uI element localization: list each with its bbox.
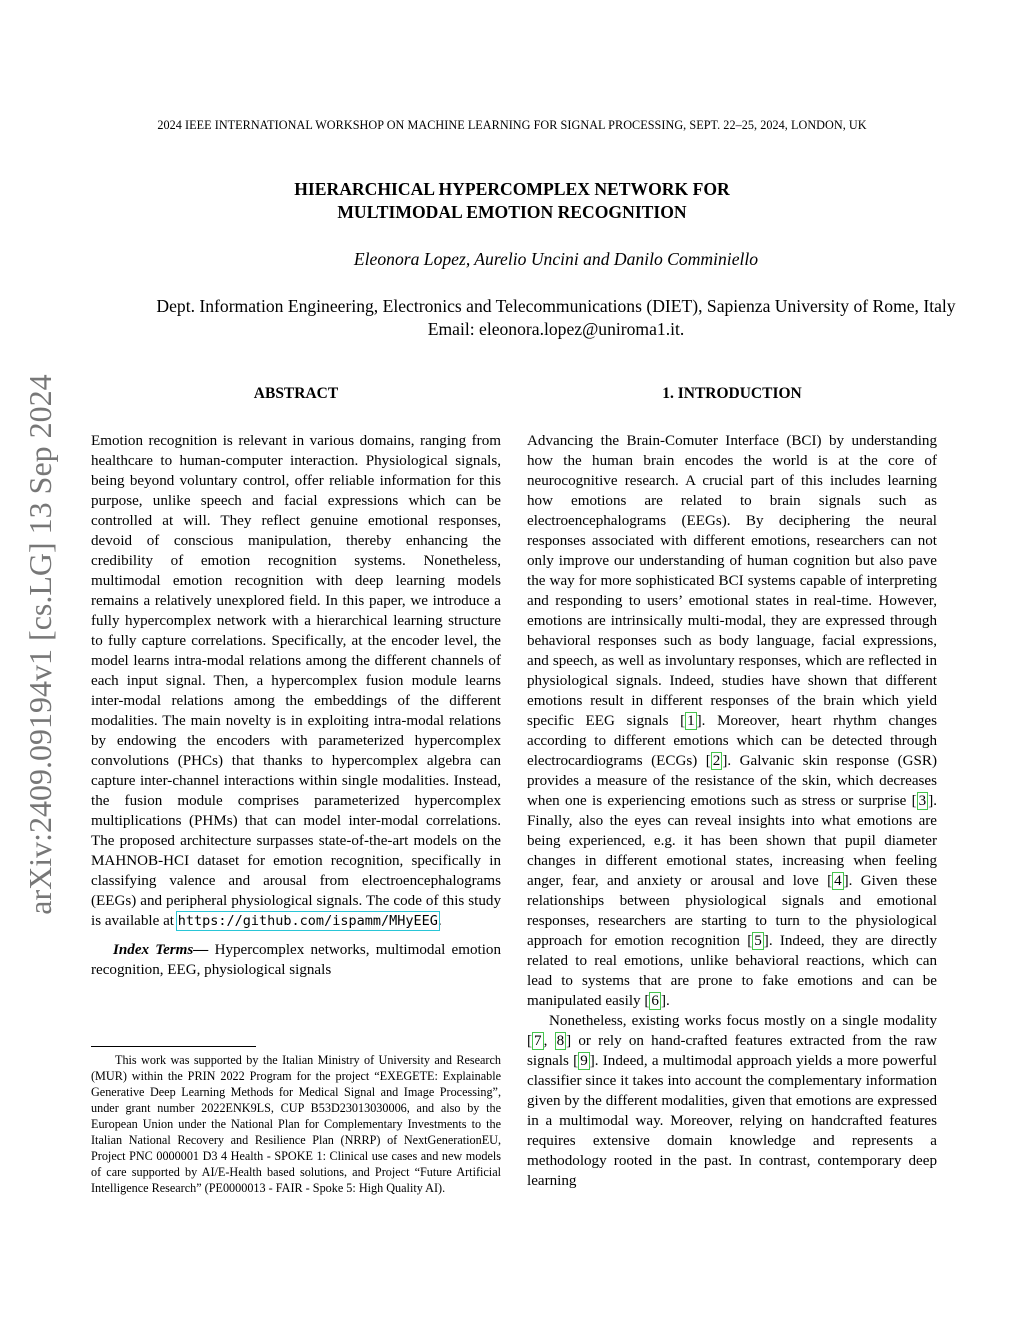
introduction-paragraph-1: Advancing the Brain-Comuter Interface (BCI) by understanding how the human brain encodes the world is at the core of neurocognitive research. A crucial part of this includes learning how emotions are related to brain signals such as electroencephalograms (EEGs). By deciphering the neural responses associated with different emotions, researchers can not only improve our understanding of human cognition but also pave the way for more sophisticated BCI systems capable of interpreting and responding to users’ emotional states in real-time. However, emotions are intrinsically multi-modal, they are expressed through behavioral responses such as body language, facial expressions, and speech, as well as involuntary responses, which are reflected in physiological signals. Indeed, studies have shown that different emotions result in different responses of the brain which yield specific EEG signals [ 1 ]. Moreover, heart rhythm changes according to different emotions which can be detected through electrocardiograms (ECGs) [ 2 ]. Galvanic skin response (GSR) provides a measure of the resistance of the skin, which decreases when one is experiencing emotions such as stress or surprise [ 3 ]. Finally, also the eyes can reveal insights into what emotions are being experienced, e.g. it has been shown that pupil diameter changes in different emotional states, increasing when feeling anger, fear, and anxiety or arousal and love [ 4 ]. Given these relationships between physiological signals and emotional responses, researchers are starting to turn to the physiological approach for emotion recognition [ 5 ]. Indeed, they are directly related to real emotions, unlike behavioral reactions, which can lead to systems that are prone to fake emotions and can be manipulated easily [ 6 ].	[527, 433, 938, 1009]
affiliation	[92, 295, 1020, 341]
citation-link[interactable]: 3	[918, 793, 927, 809]
citation-link[interactable]: 4	[834, 873, 842, 889]
index-terms-label: Index Terms—	[113, 942, 209, 958]
citation-link[interactable]: 8	[556, 1033, 565, 1049]
funding-footnote: This work was supported by the Italian Ministry of University and Research (MUR) within the PRIN 2022 Program for the project “EXEGETE: Explainable Generative Deep Learning Methods for Medical Signal and Image Processing”, under grant number 2022ENK9LS, CUP B53D23013030006, and also by the European Union under the National Plan for Complementary Investments to the Italian National Recovery and Resilience Plan (NRRP) of NextGenerationEU, Project PNC 0000001 D3 4 Health - SPOKE 1: Clinical use cases and new models of care supported by AI/E-Health based solutions, and Project “Future Artificial Intelligence Research” (PE0000013 - FAIR - Spoke 5: High Quality AI).	[91, 1053, 501, 1195]
citation-link[interactable]: 9	[580, 1053, 588, 1069]
contact-email: Email: eleonora.lopez@uniroma1.it.	[427, 319, 685, 339]
citation-link[interactable]: 6	[651, 993, 659, 1009]
left-column	[91, 384, 501, 980]
title-line-1: HIERARCHICAL HYPERCOMPLEX NETWORK FOR	[294, 179, 730, 199]
citation-link[interactable]: 7	[534, 1033, 542, 1049]
author-list: Eleonora Lopez, Aurelio Uncini and Danilo Comminiello	[353, 249, 759, 269]
paper-title	[112, 178, 912, 224]
footnote-divider	[91, 1046, 256, 1047]
code-repository-link[interactable]: https://github.com/ispamm/MHyEEG	[177, 913, 438, 929]
conference-header: 2024 IEEE INTERNATIONAL WORKSHOP ON MACHINE LEARNING FOR SIGNAL PROCESSING, SEPT. 22–25, 2024, LONDON, UK	[157, 118, 867, 132]
title-line-2: MULTIMODAL EMOTION RECOGNITION	[337, 202, 687, 222]
right-column	[527, 384, 937, 1191]
citation-link[interactable]: 5	[754, 933, 762, 949]
introduction-paragraph-2: Nonetheless, existing works focus mostly on a single modality [ 7 , 8 ] or rely on hand-crafted features extracted from the raw signals [ 9 ]. Indeed, a multimodal approach yields a more powerful classifier since it takes into account the complementary information given by the different modalities, given that emotions are expressed in a multimodal way. Moreover, relying on handcrafted features requires extensive domain knowledge and represents a methodology rooted in the past. In contrast, contemporary deep learning	[527, 1013, 938, 1189]
affiliation-line: Dept. Information Engineering, Electronics and Telecommunications (DIET), Sapienza University of Rome, Italy	[156, 296, 956, 316]
index-terms: Index Terms— Hypercomplex networks, multimodal emotion recognition, EEG, physiological signals	[91, 942, 501, 978]
introduction-heading: 1. INTRODUCTION	[662, 385, 802, 402]
citation-link[interactable]: 2	[712, 753, 721, 769]
abstract-heading: ABSTRACT	[253, 385, 339, 402]
abstract-text: Emotion recognition is relevant in various domains, ranging from healthcare to human-computer interaction. Physiological signals, being beyond voluntary control, offer reliable information for this purpose, unlike speech and facial expressions which can be controlled at will. They reflect genuine emotional responses, devoid of conscious manipulation, thereby enhancing the credibility of emotion recognition systems. Nonetheless, multimodal emotion recognition with deep learning models remains a relatively unexplored field. In this paper, we introduce a fully hypercomplex network with a hierarchical learning structure to fully capture correlations. Specifically, at the encoder level, the model learns intra-modal relations among the different channels of each input signal. Then, a hypercomplex fusion module learns inter-modal relations among the embeddings of the different modalities. The main novelty is in exploiting intra-modal relations by endowing the encoders with parameterized hypercomplex convolutions (PHCs) that thanks to hypercomplex algebra can capture inter-channel interactions within single modalities. Instead, the fusion module comprises parameterized hypercomplex multiplications (PHMs) that can model inter-modal correlations. The proposed architecture surpasses state-of-the-art models on the MAHNOB-HCI dataset for emotion recognition, specifically in classifying valence and arousal from electroencephalograms (EEGs) and peripheral physiological signals. The code of this study is available at https://github.com/ispamm/MHyEEG.	[91, 433, 501, 929]
arxiv-identifier-stamp: arXiv:2409.09194v1 [cs.LG] 13 Sep 2024	[22, 374, 58, 915]
citation-link[interactable]: 1	[687, 713, 695, 729]
